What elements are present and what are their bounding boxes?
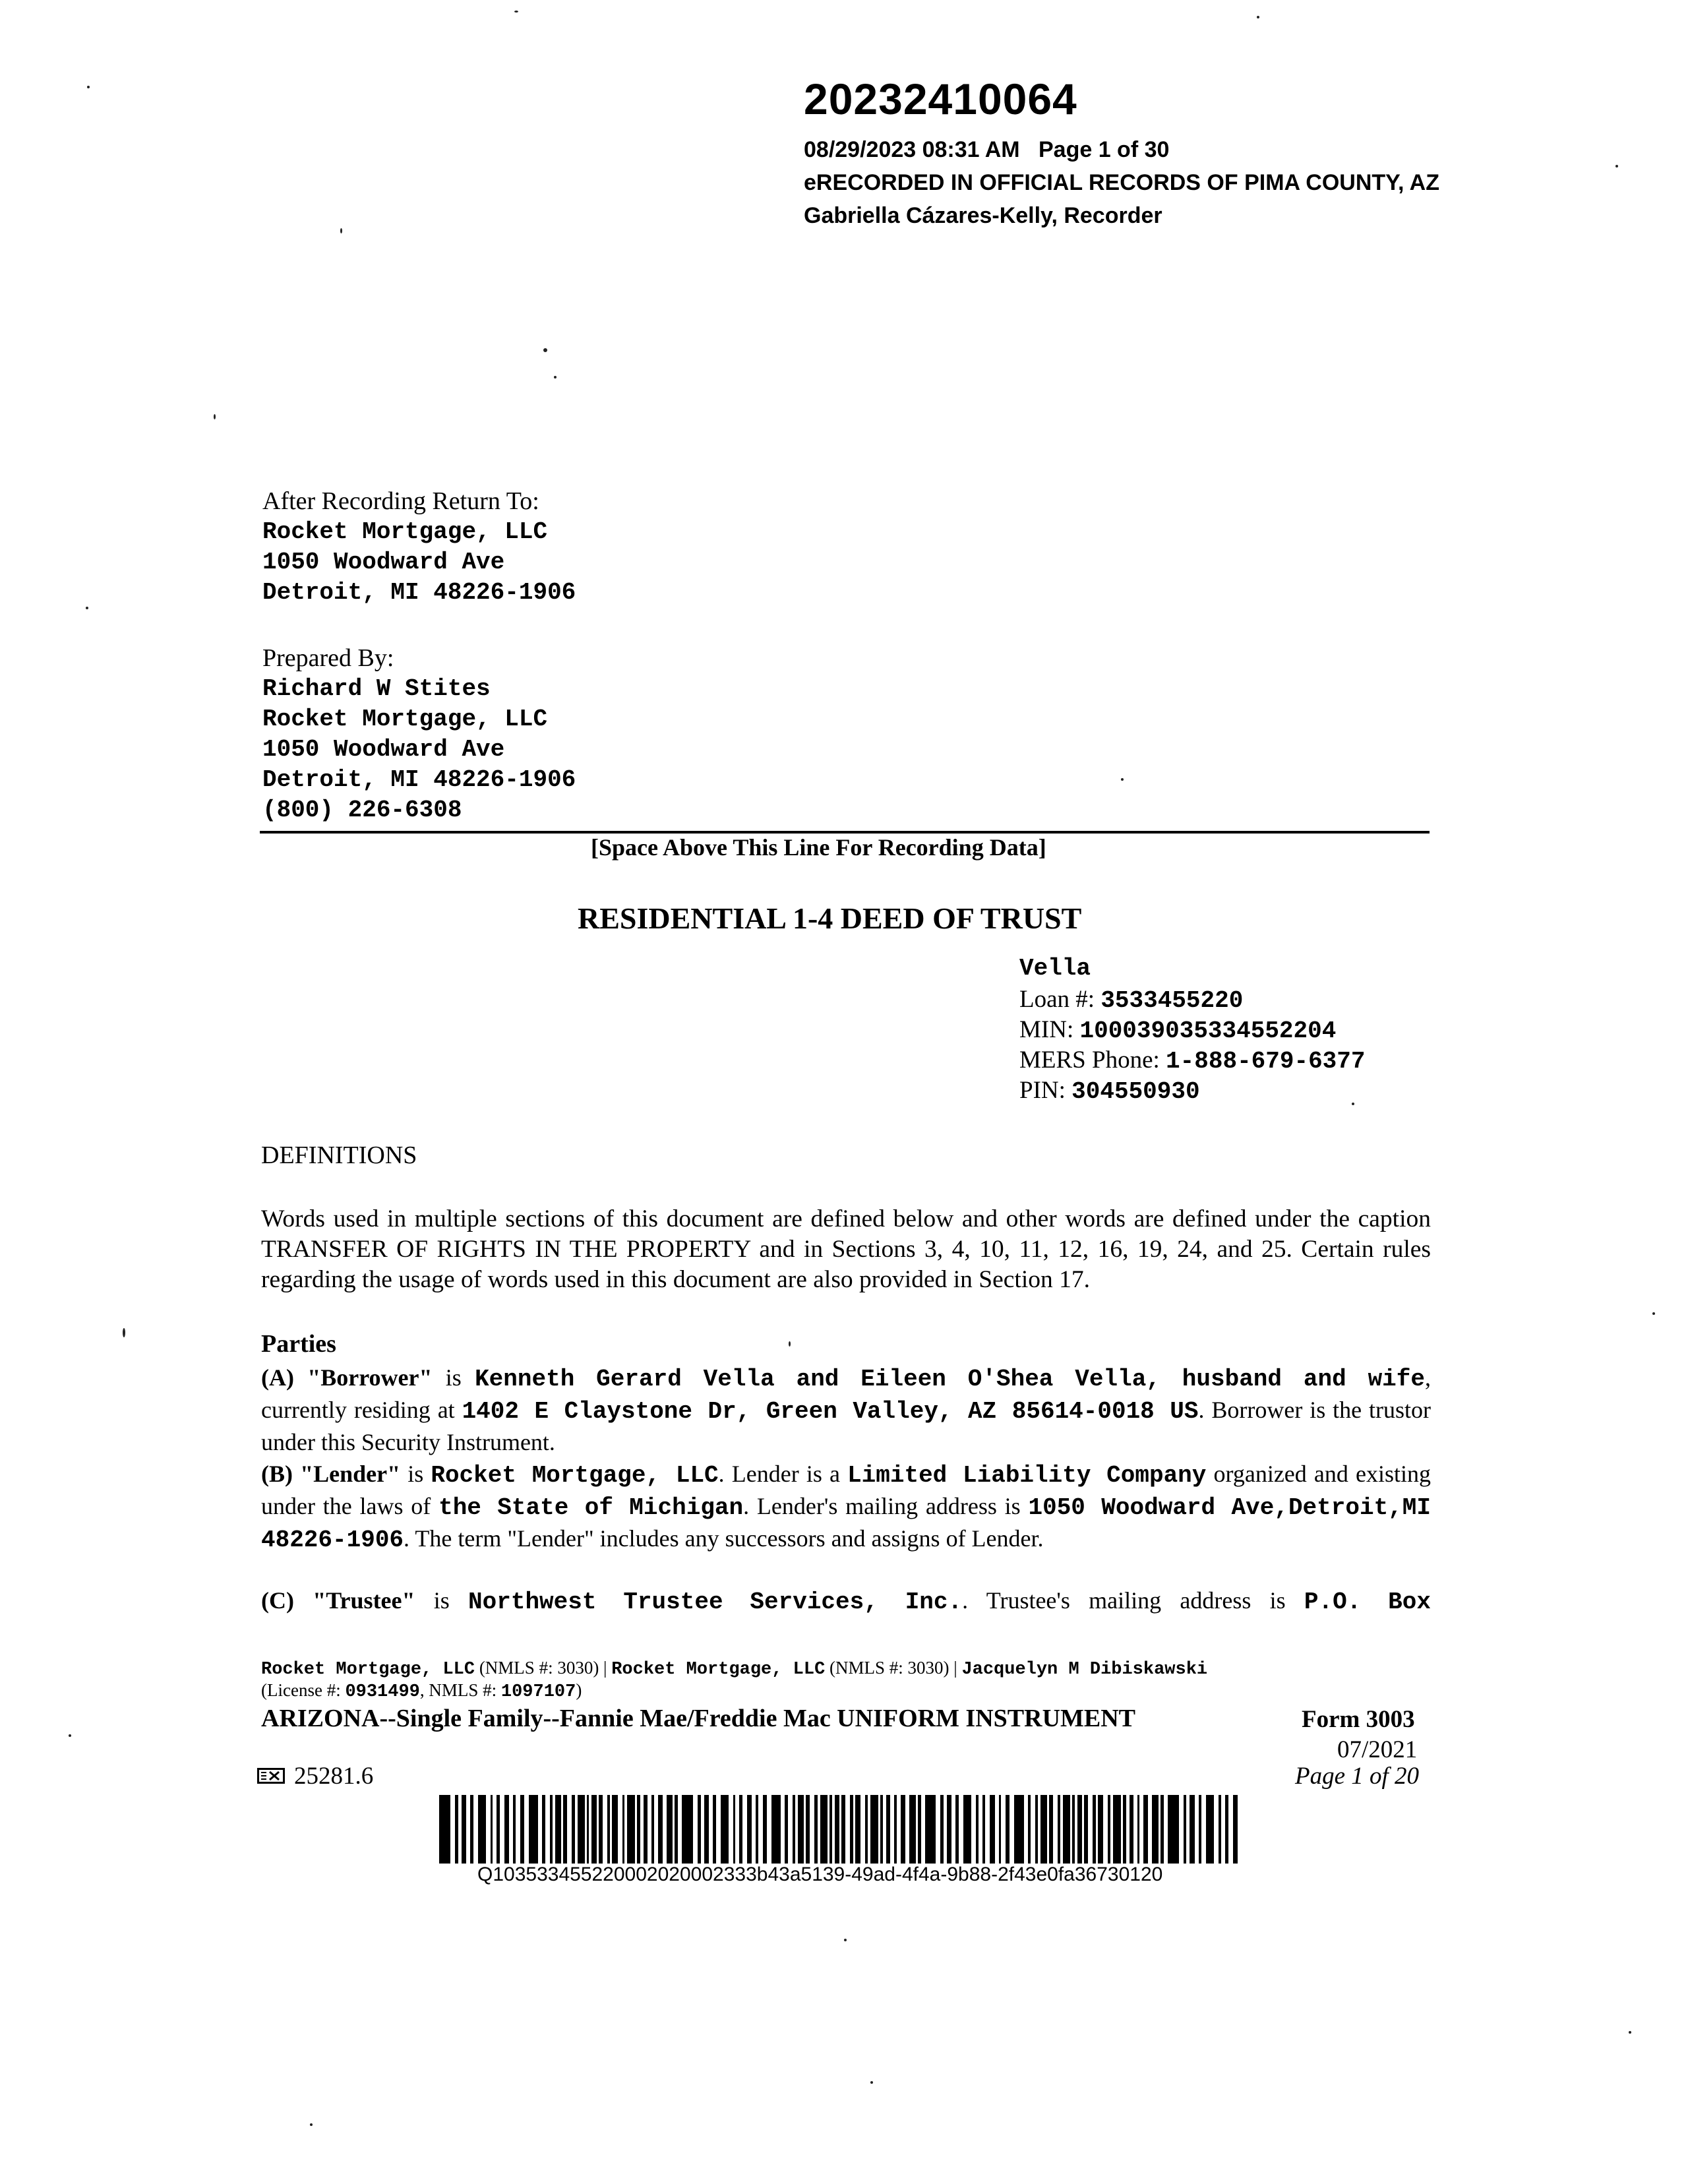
barcode-bar xyxy=(1233,1795,1238,1864)
prepared-by-line5: (800) 226-6308 xyxy=(262,797,462,824)
barcode-bar xyxy=(627,1795,635,1864)
barcode-bar xyxy=(1098,1795,1103,1864)
barcode-bar xyxy=(1077,1795,1082,1864)
barcode-bar xyxy=(1199,1795,1202,1864)
barcode-bar xyxy=(622,1795,625,1864)
mers-phone-value: 1-888-679-6377 xyxy=(1166,1048,1366,1075)
barcode-bar xyxy=(955,1795,959,1864)
loan-number-value: 3533455220 xyxy=(1100,987,1244,1014)
prepared-by-heading: Prepared By: xyxy=(262,644,394,672)
barcode-bar xyxy=(1160,1795,1164,1864)
barcode-bar xyxy=(1143,1795,1148,1864)
footer-nmls-label: , NMLS #: xyxy=(419,1680,501,1700)
footer-page: Page 1 of 20 xyxy=(1295,1763,1420,1790)
barcode-bar xyxy=(651,1795,654,1864)
barcode-bar xyxy=(814,1795,818,1864)
footer-form-date: 07/2021 xyxy=(1337,1736,1418,1763)
scan-speck xyxy=(214,414,216,419)
scan-speck xyxy=(310,2123,313,2126)
scan-speck xyxy=(554,376,557,379)
party-a-text2: , currently residing at xyxy=(261,1364,1431,1423)
footer-form: Form 3003 xyxy=(1302,1706,1415,1733)
return-to-line1: Rocket Mortgage, LLC xyxy=(262,518,548,545)
barcode-bar xyxy=(886,1795,890,1864)
barcode-bar xyxy=(1049,1795,1053,1864)
barcode-bar xyxy=(835,1795,839,1864)
scan-speck xyxy=(69,1734,71,1737)
barcode-bar xyxy=(870,1795,878,1864)
recording-recorder: Gabriella Cázares-Kelly, Recorder xyxy=(804,203,1162,228)
party-b-state: the State of Michigan xyxy=(438,1494,744,1521)
barcode-bar xyxy=(550,1795,553,1864)
recording-number: 20232410064 xyxy=(804,75,1077,123)
barcode-bar xyxy=(637,1795,640,1864)
definitions-intro: Words used in multiple sections of this document are defined below and other words are defined under the caption TRANSFER OF RIGHTS IN THE PROPERTY and in Sections 3, 4, 10, 11, 12, 16, 19, 24, and 25. Certain rules regarding the usage of words used in this document are also provided in Section 17. xyxy=(261,1205,1431,1293)
party-a-text3: . Borrower is the trustor under this Security Instrument. xyxy=(261,1397,1432,1455)
barcode-bar xyxy=(1137,1795,1140,1864)
barcode-bar xyxy=(504,1795,509,1864)
party-a-label: (A) "Borrower" xyxy=(261,1364,433,1391)
document-barcode xyxy=(439,1795,1241,1864)
pin-value: 304550930 xyxy=(1071,1078,1200,1105)
barcode-bar xyxy=(587,1795,589,1864)
scan-speck xyxy=(870,2081,873,2084)
barcode-bar xyxy=(785,1795,788,1864)
barcode-bar xyxy=(555,1795,562,1864)
barcode-bar xyxy=(880,1795,884,1864)
barcode-bar xyxy=(894,1795,897,1864)
barcode-bar xyxy=(1113,1795,1121,1864)
document-title: RESIDENTIAL 1-4 DEED OF TRUST xyxy=(578,901,1082,935)
party-b-text3: organized and existing under the laws of xyxy=(261,1461,1431,1519)
scan-speck xyxy=(844,1939,847,1941)
barcode-bar xyxy=(478,1795,486,1864)
prepared-by-line4: Detroit, MI 48226-1906 xyxy=(262,766,576,793)
party-c-text1: is xyxy=(415,1587,469,1614)
barcode-bar xyxy=(1014,1795,1023,1864)
barcode-bar xyxy=(739,1795,742,1864)
return-to-heading: After Recording Return To: xyxy=(262,487,539,515)
barcode-bar xyxy=(1093,1795,1096,1864)
barcode-bar xyxy=(1152,1795,1159,1864)
footer-nmls-value: 1097107 xyxy=(500,1682,576,1702)
barcode-bar xyxy=(925,1795,936,1864)
barcode-bar xyxy=(1028,1795,1031,1864)
barcode-bar xyxy=(704,1795,709,1864)
barcode-bar xyxy=(599,1795,603,1864)
party-c-label: (C) "Trustee" xyxy=(261,1587,415,1614)
scan-speck xyxy=(123,1328,125,1337)
barcode-bar xyxy=(771,1795,781,1864)
barcode-bar xyxy=(1108,1795,1110,1864)
barcode-bar xyxy=(491,1795,493,1864)
barcode-bar xyxy=(976,1795,979,1864)
party-b-address: 1050 Woodward Ave,Detroit,MI 48226-1906 xyxy=(261,1494,1431,1554)
barcode-bar xyxy=(850,1795,853,1864)
barcode-bar xyxy=(829,1795,832,1864)
barcode-bar xyxy=(572,1795,575,1864)
prepared-by-line2: Rocket Mortgage, LLC xyxy=(262,706,548,733)
party-c-address: P.O. Box xyxy=(1304,1589,1431,1616)
footer-nmls2: (NMLS #: 3030) | xyxy=(825,1658,962,1678)
scan-speck xyxy=(1257,16,1259,18)
footer-nmls1: (NMLS #: 3030) | xyxy=(475,1658,612,1678)
footer-instrument: ARIZONA--Single Family--Fannie Mae/Freddie Mac UNIFORM INSTRUMENT xyxy=(261,1705,1136,1732)
barcode-bar xyxy=(806,1795,810,1864)
party-a-name: Kenneth Gerard Vella and Eileen O'Shea Vella, husband and wife xyxy=(475,1366,1425,1393)
scan-speck xyxy=(87,86,90,88)
barcode-bar xyxy=(682,1795,693,1864)
ellie-mae-icon xyxy=(257,1768,285,1784)
barcode-bar xyxy=(756,1795,758,1864)
party-b-label: (B) "Lender" xyxy=(261,1461,401,1487)
pin-label: PIN: xyxy=(1019,1077,1072,1104)
barcode-bar xyxy=(1040,1795,1047,1864)
party-c-text2: . Trustee's mailing address is xyxy=(962,1587,1304,1614)
barcode-bar xyxy=(470,1795,473,1864)
barcode-bar xyxy=(918,1795,921,1864)
barcode-bar xyxy=(578,1795,585,1864)
barcode-bar xyxy=(990,1795,994,1864)
barcode-bar xyxy=(667,1795,673,1864)
min-label: MIN: xyxy=(1019,1016,1080,1043)
barcode-bar xyxy=(733,1795,736,1864)
footer-license-label: (License #: xyxy=(261,1680,346,1700)
barcode-bar xyxy=(901,1795,905,1864)
scan-speck xyxy=(1121,778,1124,781)
min-line xyxy=(1019,1016,1336,1045)
mers-phone-line xyxy=(1019,1046,1366,1075)
barcode-bar xyxy=(1206,1795,1214,1864)
party-b-text4: . Lender's mailing address is xyxy=(743,1493,1029,1519)
barcode-bar xyxy=(462,1795,466,1864)
barcode-bar xyxy=(542,1795,545,1864)
return-to-line3: Detroit, MI 48226-1906 xyxy=(262,579,576,606)
barcode-bar xyxy=(982,1795,986,1864)
barcode-bar xyxy=(675,1795,678,1864)
party-b-text1: is xyxy=(400,1461,431,1487)
barcode-bar xyxy=(963,1795,971,1864)
party-b-entity: Limited Liability Company xyxy=(847,1462,1207,1489)
barcode-bar xyxy=(1184,1795,1187,1864)
barcode-bar xyxy=(513,1795,516,1864)
barcode-bar xyxy=(1006,1795,1010,1864)
barcode-bar xyxy=(793,1795,795,1864)
scan-speck xyxy=(543,348,547,352)
loan-borrower-name: Vella xyxy=(1019,955,1091,982)
space-above-label: [Space Above This Line For Recording Data] xyxy=(591,834,1046,861)
barcode-bar xyxy=(713,1795,716,1864)
barcode-bar xyxy=(612,1795,617,1864)
mers-phone-label: MERS Phone: xyxy=(1019,1046,1166,1074)
scan-speck xyxy=(86,607,88,609)
footer-license-end: ) xyxy=(576,1680,582,1700)
definitions-heading: DEFINITIONS xyxy=(261,1141,417,1169)
barcode-bar xyxy=(1190,1795,1194,1864)
party-c-name: Northwest Trustee Services, Inc. xyxy=(468,1589,963,1616)
barcode-bar xyxy=(591,1795,596,1864)
scan-speck xyxy=(1629,2031,1631,2034)
min-value: 100039035334552204 xyxy=(1079,1017,1337,1045)
barcode-bar xyxy=(721,1795,729,1864)
recording-datetime-line xyxy=(804,137,1169,163)
barcode-bar xyxy=(529,1795,538,1864)
loan-number-line xyxy=(1019,985,1243,1014)
scan-speck xyxy=(1352,1103,1354,1105)
loan-number-label: Loan #: xyxy=(1019,986,1101,1013)
prepared-by-line3: 1050 Woodward Ave xyxy=(262,736,505,763)
scan-speck xyxy=(514,11,518,13)
prepared-by-line1: Richard W Stites xyxy=(262,675,491,702)
pin-line xyxy=(1019,1076,1200,1105)
scan-speck xyxy=(1652,1312,1655,1315)
party-c xyxy=(261,1585,1431,1618)
scan-speck xyxy=(1615,165,1618,167)
footer-lender2: Rocket Mortgage, LLC xyxy=(611,1660,826,1680)
barcode-bar xyxy=(865,1795,868,1864)
barcode-bar xyxy=(1063,1795,1070,1864)
footer-doc-code: 25281.6 xyxy=(294,1763,374,1790)
barcode-bar xyxy=(607,1795,611,1864)
barcode-bar xyxy=(563,1795,567,1864)
barcode-bar xyxy=(1219,1795,1221,1864)
barcode-bar xyxy=(1225,1795,1228,1864)
party-b-name: Rocket Mortgage, LLC xyxy=(431,1462,719,1489)
party-b-text2: . Lender is a xyxy=(718,1461,848,1487)
footer-license-value: 0931499 xyxy=(345,1682,420,1702)
barcode-bar xyxy=(644,1795,648,1864)
barcode-text: Q103533455220002020002333b43a5139-49ad-4f4a-9b88-2f43e0fa36730120 xyxy=(477,1864,1163,1885)
barcode-bar xyxy=(820,1795,828,1864)
barcode-bar xyxy=(841,1795,845,1864)
barcode-bar xyxy=(1072,1795,1075,1864)
barcode-bar xyxy=(940,1795,944,1864)
footer-doc-code-line xyxy=(257,1762,373,1790)
party-a xyxy=(261,1362,1431,1457)
footer-lender1: Rocket Mortgage, LLC xyxy=(261,1660,475,1680)
recording-page: Page 1 of 30 xyxy=(1038,137,1170,162)
barcode-bar xyxy=(855,1795,860,1864)
party-a-address: 1402 E Claystone Dr, Green Valley, AZ 85614-0018 US xyxy=(462,1398,1199,1425)
barcode-bar xyxy=(763,1795,767,1864)
footer-license-line xyxy=(261,1680,582,1702)
barcode-bar xyxy=(1035,1795,1038,1864)
barcode-bar xyxy=(909,1795,916,1864)
return-to-line2: 1050 Woodward Ave xyxy=(262,549,505,576)
barcode-bar xyxy=(439,1795,450,1864)
recording-erecorded: eRECORDED IN OFFICIAL RECORDS OF PIMA COUNTY, AZ xyxy=(804,170,1440,195)
barcode-bar xyxy=(455,1795,458,1864)
barcode-bar xyxy=(747,1795,752,1864)
parties-heading: Parties xyxy=(261,1330,336,1358)
footer-nmls-line xyxy=(261,1658,1207,1680)
barcode-bar xyxy=(520,1795,524,1864)
barcode-bar xyxy=(1123,1795,1126,1864)
scan-speck xyxy=(340,228,342,233)
party-b xyxy=(261,1459,1431,1556)
barcode-bar xyxy=(947,1795,951,1864)
barcode-bar xyxy=(497,1795,500,1864)
barcode-bar xyxy=(1084,1795,1088,1864)
footer-originator: Jacquelyn M Dibiskawski xyxy=(961,1660,1208,1680)
recording-datetime: 08/29/2023 08:31 AM xyxy=(804,137,1020,162)
barcode-bar xyxy=(1168,1795,1179,1864)
barcode-bar xyxy=(1130,1795,1133,1864)
barcode-bar xyxy=(999,1795,1002,1864)
barcode-bar xyxy=(658,1795,663,1864)
scan-speck xyxy=(789,1341,791,1347)
barcode-bar xyxy=(1058,1795,1061,1864)
party-b-text5: . The term "Lender" includes any successors and assigns of Lender. xyxy=(404,1525,1044,1552)
barcode-bar xyxy=(698,1795,701,1864)
party-a-text1: is xyxy=(432,1364,475,1391)
barcode-bar xyxy=(798,1795,804,1864)
